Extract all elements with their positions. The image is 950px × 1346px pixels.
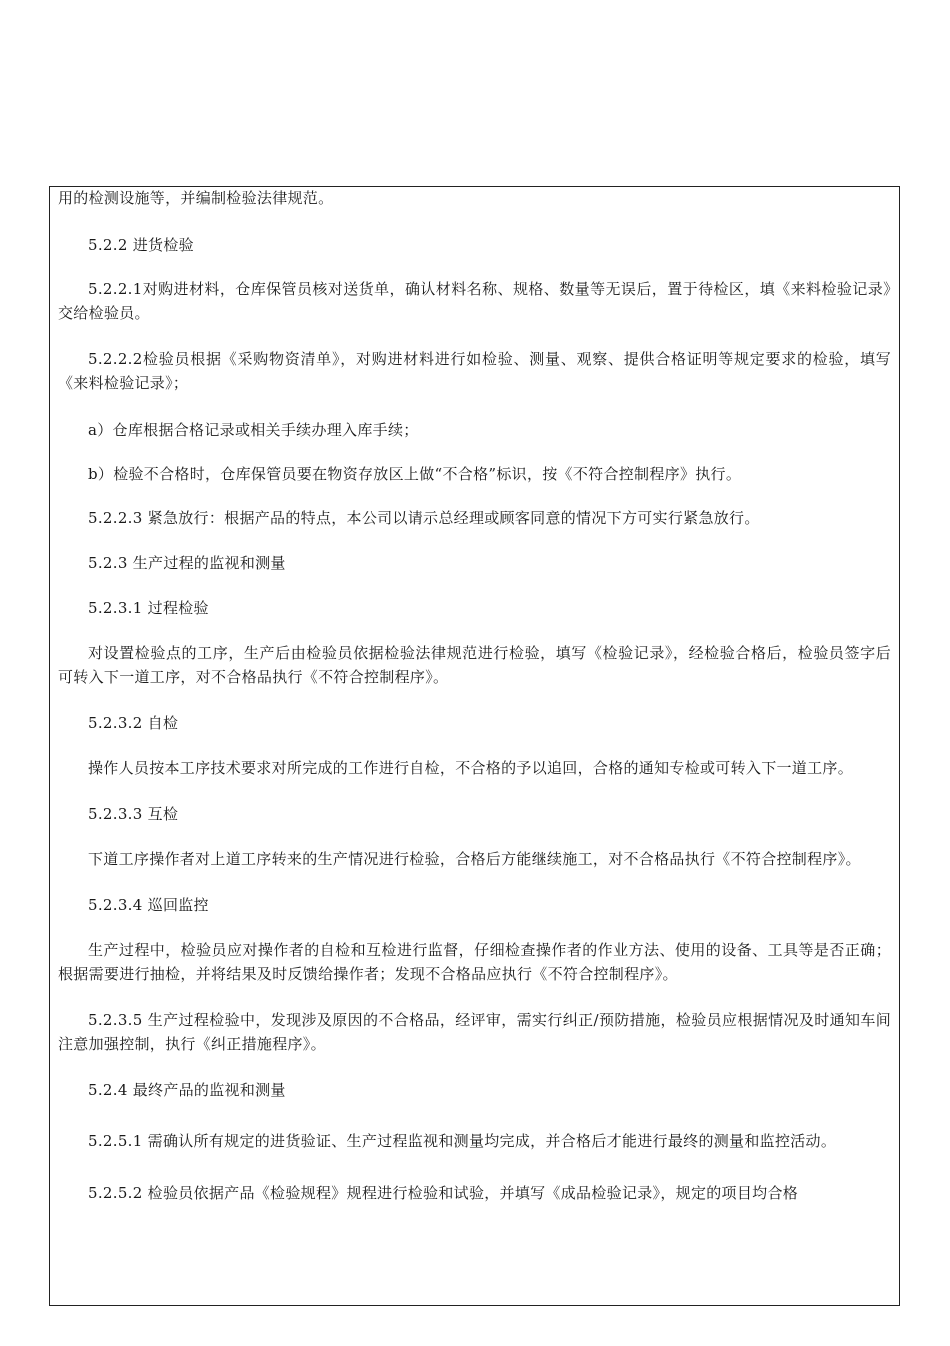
paragraph: a）仓库根据合格记录或相关手续办理入库手续； — [88, 421, 419, 439]
paragraph: 操作人员按本工序技术要求对所完成的工作进行自检，不合格的予以追回，合格的通知专检或可转入下一道工序。 — [88, 759, 854, 777]
paragraph: 5.2.2.2检验员根据《采购物资清单》，对购进材料进行如检验、测量、观察、提供合格证明等规定要求的检验，填写《来料检验记录》； — [58, 350, 891, 392]
paragraph: 5.2.2 进货检验 — [88, 236, 194, 254]
paragraph: 5.2.3.2 自检 — [88, 714, 179, 732]
paragraph: 5.2.5.1 需确认所有规定的进货验证、生产过程监视和测量均完成，并合格后才能进行最终的测量和监控活动。 — [88, 1132, 837, 1150]
paragraph: 5.2.3.5 生产过程检验中，发现涉及原因的不合格品，经评审，需实行纠正/预防措施，检验员应根据情况及时通知车间注意加强控制，执行《纠正措施程序》。 — [58, 1011, 891, 1053]
document-frame — [49, 186, 900, 1306]
paragraph: 生产过程中，检验员应对操作者的自检和互检进行监督，仔细检查操作者的作业方法、使用的设备、工具等是否正确；根据需要进行抽检，并将结果及时反馈给操作者；发现不合格品应执行《不符合控制程序》。 — [58, 941, 891, 983]
paragraph: 5.2.2.1对购进材料，仓库保管员核对送货单，确认材料名称、规格、数量等无误后，置于待检区，填《来料检验记录》交给检验员。 — [58, 280, 891, 322]
paragraph: b）检验不合格时，仓库保管员要在物资存放区上做“不合格”标识，按《不符合控制程序》执行。 — [88, 465, 742, 483]
paragraph: 5.2.4 最终产品的监视和测量 — [88, 1081, 286, 1099]
paragraph: 5.2.5.2 检验员依据产品《检验规程》规程进行检验和试验，并填写《成品检验记录》，规定的项目均合格 — [88, 1184, 799, 1202]
paragraph: 5.2.2.3 紧急放行：根据产品的特点，本公司以请示总经理或顾客同意的情况下方可实行紧急放行。 — [88, 509, 760, 527]
paragraph: 5.2.3 生产过程的监视和测量 — [88, 554, 286, 572]
paragraph: 5.2.3.3 互检 — [88, 805, 179, 823]
paragraph: 用的检测设施等，并编制检验法律规范。 — [58, 189, 334, 207]
paragraph: 5.2.3.4 巡回监控 — [88, 896, 209, 914]
paragraph: 对设置检验点的工序，生产后由检验员依据检验法律规范进行检验，填写《检验记录》，经检验合格后，检验员签字后可转入下一道工序，对不合格品执行《不符合控制程序》。 — [58, 644, 891, 686]
document-body — [58, 187, 891, 1205]
paragraph: 下道工序操作者对上道工序转来的生产情况进行检验，合格后方能继续施工，对不合格品执行《不符合控制程序》。 — [88, 850, 861, 868]
paragraph: 5.2.3.1 过程检验 — [88, 599, 209, 617]
